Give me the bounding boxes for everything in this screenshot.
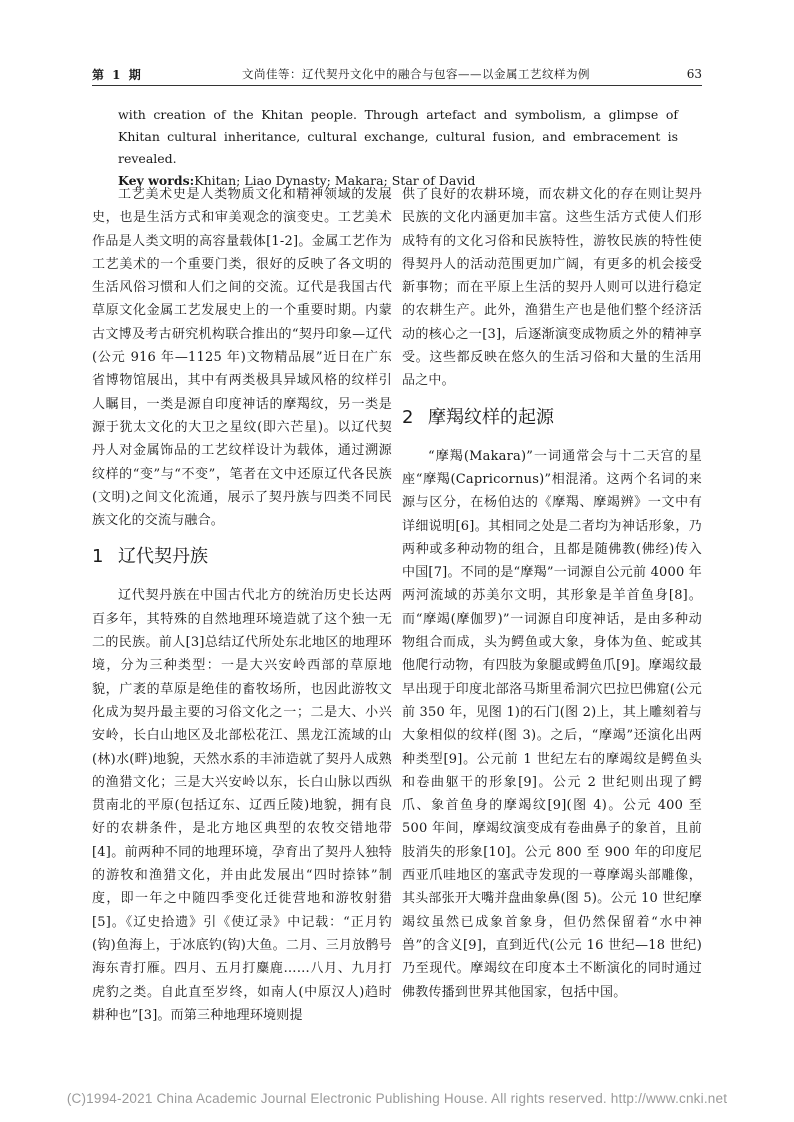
section-2-paragraph: “摩羯(Makara)”一词通常会与十二天宫的星座“摩羯(Capricornus)”相混淆。这两个名词的来源与区分，在杨伯达的《摩羯、摩竭辨》一文中有详细说明[6]。其相同之处是二者均为神话形象，乃两种或多种动物的组合，且都是随佛教(佛经)传入中国[7]。不同的是“摩羯”一词源自公元前 4000 年两河流域的苏美尔文明，其形象是羊首鱼身[8]。而“摩竭(摩伽罗)”一词源自印度神话，是由多种动物组合而成，头为鳄鱼或大象，身体为鱼、蛇或其他爬行动物，有四肢为象腿或鳄鱼爪[9]。摩竭纹最早出现于印度北部洛马斯里希洞穴巴拉巴佛窟(公元前 350 年，见图 1)的石门(图 2)上，其上雕刻着与大象相似的纹样(图 3)。之后，“摩竭”还演化出两种类型[9]。公元前 1 世纪左右的摩竭纹是鳄鱼头和卷曲躯干的形象[9]。公元 2 世纪则出现了鳄爪、象首鱼身的摩竭纹[9](图 4)。公元 400 至 500 年间，摩竭纹演变成有卷曲鼻子的象首，且前肢消失的形象[10]。公元 800 至 900 年的印度尼西亚爪哇地区的塞武寺发现的一尊摩竭头部雕像，其头部张开大嘴并盘曲象鼻(图 5)。公元 10 世纪摩竭纹虽然已成象首象身，但仍然保留着“水中神兽”的含义[9]，直到近代(公元 16 世纪—18 世纪)乃至现代。摩竭纹在印度本土不断演化的同时通过佛教传播到世界其他国家，包括中国。	[402, 448, 702, 1000]
abstract-block	[118, 104, 678, 192]
section-2-heading	[402, 405, 702, 431]
right-column	[402, 183, 702, 1004]
abstract-text: with creation of the Khitan people. Through artefact and symbolism, a glimpse of Khitan cultural inheritance, cultural exchange, cultural fusion, and embracement is revealed.	[118, 107, 678, 166]
running-title: 文尚佳等：辽代契丹文化中的融合与包容——以金属工艺纹样为例	[242, 67, 590, 81]
intro-paragraph: 工艺美术史是人类物质文化和精神领域的发展史，也是生活方式和审美观念的演变史。工艺美术作品是人类文明的高容量载体[1-2]。金属工艺作为工艺美术的一个重要门类，很好的反映了各文明的生活风俗习惯和人们之间的交流。辽代是我国古代草原文化金属工艺发展史上的一个重要时期。内蒙古文博及考古研究机构联合推出的“契丹印象—辽代(公元 916 年—1125 年)文物精品展”近日在广东省博物馆展出，其中有两类极具异域风格的纹样引人瞩目，一类是源自印度神话的摩羯纹，另一类是源于犹太文化的大卫之星纹(即六芒星)。以辽代契丹人对金属饰品的工艺纹样设计为载体，通过溯源纹样的“变”与“不变”，笔者在文中还原辽代各民族(文明)之间文化流通，展示了契丹族与四类不同民族文化的交流与融合。	[92, 187, 392, 529]
continued-paragraph: 供了良好的农耕环境，而农耕文化的存在则让契丹民族的文化内涵更加丰富。这些生活方式使人们形成特有的文化习俗和民族特性，游牧民族的特性使得契丹人的活动范围更加广阔，有更多的机会接受新事物；而在平原上生活的契丹人则可以进行稳定的农耕生产。此外，渔猎生产也是他们整个经济活动的核心之一[3]，后逐渐演变成物质之外的精神享受。这些都反映在悠久的生活习俗和大量的生活用品之中。	[402, 187, 702, 389]
issue-label: 第 1 期	[92, 68, 143, 82]
section-1-title: 辽代契丹族	[118, 546, 208, 568]
running-header	[92, 63, 702, 86]
left-column	[92, 183, 392, 1027]
section-2-number: 2	[402, 406, 414, 428]
section-1-paragraph: 辽代契丹族在中国古代北方的统治历史长达两百多年，其特殊的自然地理环境造就了这个独一无二的民族。前人[3]总结辽代所处东北地区的地理环境，分为三种类型：一是大兴安岭西部的草原地貌，广袤的草原是绝佳的畜牧场所，也因此游牧文化成为契丹最主要的习俗文化之一；二是大、小兴安岭，长白山地区及北部松花江、黑龙江流域的山(林)水(畔)地貌，天然水系的丰沛造就了契丹人成熟的渔猎文化；三是大兴安岭以东，长白山脉以西纵贯南北的平原(包括辽东、辽西丘陵)地貌，拥有良好的农耕条件，是北方地区典型的农牧交错地带[4]。前两种不同的地理环境，孕育出了契丹人独特的游牧和渔猎文化，并由此发展出“四时捺钵”制度，即一年之中随四季变化迁徙营地和游牧射猎[5]。《辽史拾遗》引《使辽录》中记载：“正月钓(钩)鱼海上，于冰底钓(钩)大鱼。二月、三月放鹘号海东青打雁。四月、五月打麋鹿……八月、九月打虎豹之类。自此直至岁终，如南人(中原汉人)趋时耕种也”[3]。而第三种地理环境则提	[92, 588, 392, 1023]
keywords-label: Key words:	[118, 173, 195, 188]
keywords-list: Khitan; Liao Dynasty; Makara; Star of David	[194, 173, 476, 188]
section-1-heading	[92, 544, 392, 570]
page-number: 63	[686, 67, 702, 81]
copyright-footer: (C)1994-2021 China Academic Journal Electronic Publishing House. All rights reserved. http://www.cnki.net	[66, 1091, 728, 1106]
section-1-number: 1	[92, 546, 104, 568]
section-2-title: 摩羯纹样的起源	[428, 406, 554, 428]
